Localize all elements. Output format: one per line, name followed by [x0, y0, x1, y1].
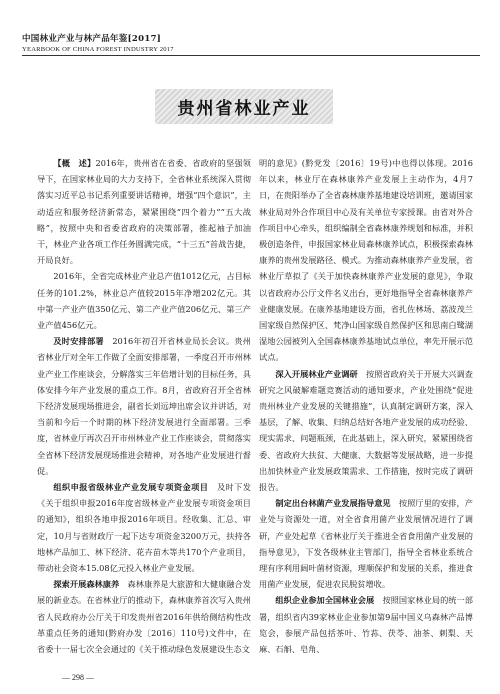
section-head-research: 深入开展林业产业调研 — [275, 368, 358, 379]
paragraph-research — [259, 366, 473, 496]
paragraph-exhibition — [259, 592, 473, 657]
section-label-overview: 【概 述】 — [53, 158, 96, 168]
research-text: 按照省政府关于开展大兴调查研究之风破解难题竞赛活动的通知要求，产业处围绕“促进贵州林业产业发展的关键措施”，认真制定调研方案，深入基层，了解、收集、归纳总结好各地产业发展的成功经验、现实需求、问题瓶颈，在此基础上，深入研究，紧紧围绕省委、省政府大扶贫、大健康、大数据等发展战略，进一步提出加快林业产业发展政策需求、工作措施，按时完成了调研报告。 — [259, 368, 473, 493]
yearbook-title-cn: 中国林业产业与林产品年鉴[2017] — [22, 34, 162, 44]
paragraph-continuation: 明的意见》(黔党发〔2016〕19号)中也得以体现。2016年以来，林业厅在森林康养产业发展上主动作为，4月7日，在贵阳举办了全省森林康养基地建设培训班，邀请国家林业局对外合作项目中心及有关单位专家授课。由省对外合作项目中心牵头，组织编制全省森林康养规划和标准，并积极创造条件，申报国家林业局森林康养试点，积极探索森林康养的贵州发展路径、模式。为推动森林康养产业发展，省林业厅草拟了《关于加快森林康养产业发展的意见》，争取以省政府办公厅文件名义出台，更好地指导全省森林康养产业健康发展。在康养基地建设方面，省扎佐林场、荔波茂兰国家级自然保护区、梵净山国家级自然保护区和思南白鹭湖湿地公园被列入全国森林康养基地试点单位，率先开展示范试点。 — [259, 158, 473, 363]
section-head-fungi-guidance: 制定出台林菌产业发展指导意见 — [275, 498, 391, 509]
header-rule — [22, 55, 480, 56]
article-title-banner — [155, 89, 333, 124]
yearbook-title-en: YEARBOOK OF CHINA FOREST INDUSTRY 2017 — [22, 46, 174, 53]
special-fund-text: 及时下发《关于组织申报2016年度省级林业产业发展专项资金项目的通知》，组织各地申报2016年项目。经收集、汇总、审定，10月与省财政厅一起下达专项资金3200万元，扶持各地林产品加工、林下经济、花卉苗木等共170个产业项目，带动社会资本15.08亿元投入林业产业发展。 — [37, 482, 251, 574]
left-column — [37, 155, 251, 657]
paragraph-special-fund — [37, 479, 251, 576]
paragraph-output-value: 2016年，全省完成林业产业总产值1012亿元，占目标任务的101.2%，林业总产值较2015年净增202亿元。其中第一产业产值350亿元、第二产业产值206亿元、第三产业产值456亿元。 — [37, 271, 251, 331]
forest-health-text: 森林康养是大旅游和大健康融合发展的新业态。在省林业厅的推动下，森林康养首次写入贵州省人民政府办公厅关于印发贵州省2016年供给侧结构性改革重点任务的通知(黔府办发〔2016〕110号)文件中，在省委十一届七次全会通过的《关于推动绿色发展建设生态文 — [37, 579, 251, 655]
section-head-exhibition: 组织企业参加全国林业会展 — [275, 595, 375, 606]
paragraph-fungi-guidance — [259, 495, 473, 592]
exhibition-text: 按照国家林业局的统一部署，组织省内39家林业企业参加第9届中国义乌森林产品博览会，参展产品包括茶叶、竹荪、茯苓、油茶、刺梨、天麻、石斛、皂角、 — [259, 595, 473, 655]
running-header — [22, 32, 482, 53]
section-head-deployment: 及时安排部署 — [53, 336, 104, 347]
page-number: — 298 — — [62, 673, 94, 682]
article-title: 贵州省林业产业 — [177, 99, 311, 119]
section-head-forest-health: 探索开展森林康养 — [53, 579, 120, 590]
deployment-text: 2016年初召开省林业局长会议。贵州省林业厅对全年工作做了全面安排部署，一季度召开市州林业产业工作座谈会，分解落实三年倍增计划的目标任务，具体安排今年产业发展的重点工作。8月，省政府召开全省林下经济发展现场推进会，副省长刘远坤出席会议并讲话，对当前和今后一个时期的林下经济发展进行全面部署。三季度，省林业厅再次召开市州林业产业工作座谈会，贯彻落实全省林下经济发展现场推进会精神，对各地产业发展进行督促。 — [37, 336, 251, 476]
paragraph-deployment — [37, 333, 251, 479]
right-column — [259, 155, 473, 657]
fungi-guidance-text: 按照厅里的安排，产业处与资源处一道，对全省食用菌产业发展情况进行了调研，产业处起草《省林业厅关于推进全省食用菌产业发展的指导意见》，下发各级林业主管部门，指导全省林业系统合理有序利用阔叶菌材资源，理顺保护和发展的关系，推进食用菌产业发展，促进农民脱贫增收。 — [259, 498, 473, 590]
section-head-special-fund: 组织申报省级林业产业发展专项资金项目 — [53, 482, 209, 493]
paragraph-forest-health — [37, 576, 251, 657]
overview-text: 2016年，贵州省在省委、省政府的坚强领导下，在国家林业局的大力支持下，全省林业系统深入贯彻落实习近平总书记系列重要讲话精神，增强“四个意识”，主动适应和服务经济新常态，紧紧围绕“四个着力”“五大战略”，按照中央和省委省政府的决策部署，推起袖子加油干，林业产业各项工作任务圆满完成，“十三五”首战告捷，开局良好。 — [37, 158, 251, 266]
paragraph-overview — [37, 155, 251, 268]
